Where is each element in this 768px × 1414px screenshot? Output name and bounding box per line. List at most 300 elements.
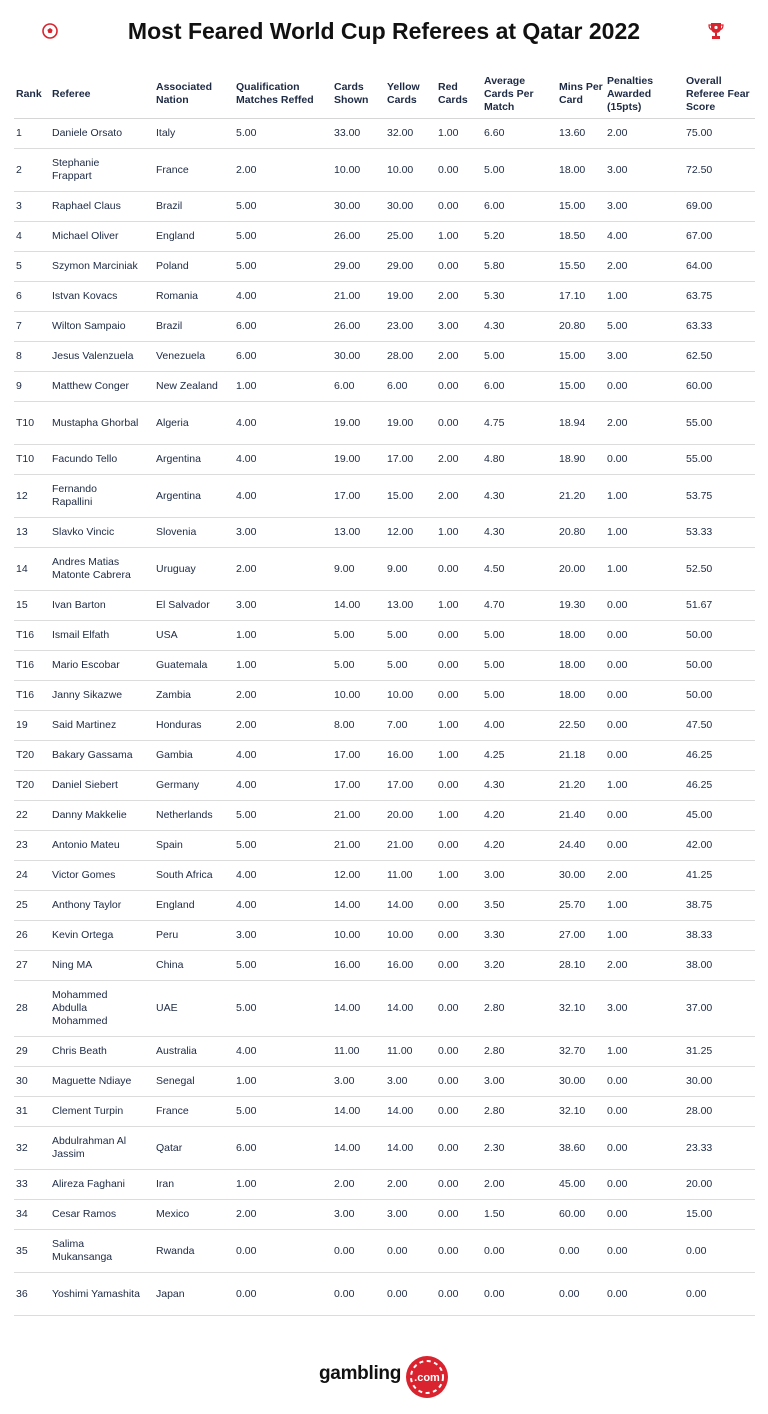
table-cell: 1.00 xyxy=(436,741,482,771)
table-cell: 12.00 xyxy=(332,861,385,891)
table-cell: 21.20 xyxy=(557,771,605,801)
table-cell: 23.33 xyxy=(684,1127,755,1170)
table-cell: 1.00 xyxy=(234,651,332,681)
table-cell: 12.00 xyxy=(385,518,436,548)
column-header: Mins Per Card xyxy=(557,70,605,119)
table-cell: 0.00 xyxy=(436,252,482,282)
table-cell: Alireza Faghani xyxy=(50,1170,154,1200)
table-cell: 3.50 xyxy=(482,891,557,921)
table-cell: 4.00 xyxy=(234,891,332,921)
table-cell: Poland xyxy=(154,252,234,282)
table-cell: Antonio Mateu xyxy=(50,831,154,861)
table-cell: 36 xyxy=(14,1273,50,1316)
table-cell: 60.00 xyxy=(557,1200,605,1230)
table-cell: 25.00 xyxy=(385,222,436,252)
table-cell: 2.00 xyxy=(234,681,332,711)
table-cell: T20 xyxy=(14,741,50,771)
column-header: Overall Referee Fear Score xyxy=(684,70,755,119)
table-cell: 4.75 xyxy=(482,402,557,445)
table-row xyxy=(14,402,755,445)
table-row xyxy=(14,651,755,681)
table-cell: Salima Mukansanga xyxy=(50,1230,154,1273)
table-cell: 0.00 xyxy=(436,771,482,801)
table-cell: 10.00 xyxy=(332,149,385,192)
table-cell: 14.00 xyxy=(332,891,385,921)
table-row xyxy=(14,475,755,518)
table-cell: 14.00 xyxy=(385,981,436,1037)
table-cell: 28.00 xyxy=(684,1097,755,1127)
table-cell: 21.00 xyxy=(332,831,385,861)
table-cell: Senegal xyxy=(154,1067,234,1097)
table-cell: 51.67 xyxy=(684,591,755,621)
table-cell: 0.00 xyxy=(436,402,482,445)
table-row xyxy=(14,445,755,475)
table-cell: 15.00 xyxy=(557,372,605,402)
table-cell: 1.00 xyxy=(436,222,482,252)
table-cell: 21.18 xyxy=(557,741,605,771)
table-cell: T16 xyxy=(14,621,50,651)
table-cell: 0.00 xyxy=(605,591,684,621)
table-row xyxy=(14,548,755,591)
table-cell: 0.00 xyxy=(605,1097,684,1127)
table-cell: Fernando Rapallini xyxy=(50,475,154,518)
table-cell: 42.00 xyxy=(684,831,755,861)
table-cell: 15.00 xyxy=(557,342,605,372)
table-cell: England xyxy=(154,222,234,252)
table-cell: 28.00 xyxy=(385,342,436,372)
table-cell: Michael Oliver xyxy=(50,222,154,252)
table-cell: 17.00 xyxy=(385,445,436,475)
table-row xyxy=(14,771,755,801)
table-cell: 0.00 xyxy=(436,1127,482,1170)
table-row xyxy=(14,312,755,342)
table-row xyxy=(14,149,755,192)
table-cell: France xyxy=(154,1097,234,1127)
table-cell: 5.80 xyxy=(482,252,557,282)
table-cell: 0.00 xyxy=(436,1067,482,1097)
table-cell: 0.00 xyxy=(436,1097,482,1127)
table-row xyxy=(14,1037,755,1067)
table-cell: 19.00 xyxy=(385,282,436,312)
table-cell: 3.00 xyxy=(332,1067,385,1097)
table-cell: 6.60 xyxy=(482,119,557,149)
table-cell: 35 xyxy=(14,1230,50,1273)
trophy-icon xyxy=(708,22,724,40)
column-header: Average Cards Per Match xyxy=(482,70,557,119)
table-cell: 0.00 xyxy=(436,1170,482,1200)
table-cell: 32.10 xyxy=(557,981,605,1037)
table-cell: 6.00 xyxy=(234,312,332,342)
table-cell: Slavko Vincic xyxy=(50,518,154,548)
table-cell: 4.00 xyxy=(234,402,332,445)
table-row xyxy=(14,192,755,222)
table-cell: 30.00 xyxy=(332,192,385,222)
table-cell: 0.00 xyxy=(436,951,482,981)
table-cell: 12 xyxy=(14,475,50,518)
table-cell: 5.00 xyxy=(234,192,332,222)
table-cell: Istvan Kovacs xyxy=(50,282,154,312)
table-cell: 23.00 xyxy=(385,312,436,342)
table-cell: Yoshimi Yamashita xyxy=(50,1273,154,1316)
table-row xyxy=(14,282,755,312)
table-cell: 4.00 xyxy=(234,475,332,518)
table-cell: 17.00 xyxy=(385,771,436,801)
table-cell: 31 xyxy=(14,1097,50,1127)
table-cell: 10.00 xyxy=(332,921,385,951)
table-cell: 0.00 xyxy=(436,548,482,591)
column-header: Cards Shown xyxy=(332,70,385,119)
table-row xyxy=(14,222,755,252)
table-cell: 29.00 xyxy=(385,252,436,282)
table-cell: 15 xyxy=(14,591,50,621)
table-cell: 4.30 xyxy=(482,475,557,518)
table-cell: 2 xyxy=(14,149,50,192)
table-cell: 0.00 xyxy=(482,1273,557,1316)
table-cell: 2.30 xyxy=(482,1127,557,1170)
table-cell: 1.00 xyxy=(436,119,482,149)
table-cell: 1.00 xyxy=(605,771,684,801)
table-cell: 18.00 xyxy=(557,149,605,192)
table-cell: 21.00 xyxy=(332,801,385,831)
table-cell: 30.00 xyxy=(332,342,385,372)
table-cell: 0.00 xyxy=(436,1200,482,1230)
column-header: Qualification Matches Reffed xyxy=(234,70,332,119)
table-cell: 26.00 xyxy=(332,222,385,252)
footer xyxy=(0,1348,768,1404)
table-cell: 5.00 xyxy=(482,342,557,372)
table-cell: 1.00 xyxy=(436,801,482,831)
table-cell: 32.10 xyxy=(557,1097,605,1127)
table-cell: 0.00 xyxy=(436,372,482,402)
table-cell: Zambia xyxy=(154,681,234,711)
table-cell: 6.00 xyxy=(234,342,332,372)
table-cell: 20.00 xyxy=(557,548,605,591)
table-cell: Stephanie Frappart xyxy=(50,149,154,192)
table-cell: 55.00 xyxy=(684,402,755,445)
table-cell: 0.00 xyxy=(684,1230,755,1273)
table-cell: 24 xyxy=(14,861,50,891)
table-cell: Mustapha Ghorbal xyxy=(50,402,154,445)
table-cell: Gambia xyxy=(154,741,234,771)
table-cell: 0.00 xyxy=(234,1230,332,1273)
table-cell: 7 xyxy=(14,312,50,342)
table-cell: 5.00 xyxy=(332,621,385,651)
table-cell: 0.00 xyxy=(605,1067,684,1097)
table-cell: 0.00 xyxy=(684,1273,755,1316)
table-cell: 50.00 xyxy=(684,681,755,711)
table-cell: 5.00 xyxy=(234,951,332,981)
table-cell: 0.00 xyxy=(482,1230,557,1273)
table-row xyxy=(14,921,755,951)
column-header: Associated Nation xyxy=(154,70,234,119)
table-row xyxy=(14,801,755,831)
table-cell: 2.00 xyxy=(605,402,684,445)
table-cell: 38.75 xyxy=(684,891,755,921)
table-cell: 0.00 xyxy=(332,1230,385,1273)
table-cell: 6.00 xyxy=(385,372,436,402)
table-cell: 5.00 xyxy=(482,149,557,192)
table-cell: 0.00 xyxy=(605,1230,684,1273)
page-title: Most Feared World Cup Referees at Qatar 2022 xyxy=(127,18,641,44)
table-cell: 21.20 xyxy=(557,475,605,518)
table-cell: Spain xyxy=(154,831,234,861)
table-cell: T20 xyxy=(14,771,50,801)
table-row xyxy=(14,372,755,402)
table-cell: 8.00 xyxy=(332,711,385,741)
table-cell: France xyxy=(154,149,234,192)
table-cell: Szymon Marciniak xyxy=(50,252,154,282)
table-cell: 4.00 xyxy=(234,861,332,891)
table-cell: 14.00 xyxy=(332,1127,385,1170)
table-row xyxy=(14,861,755,891)
table-cell: 3.00 xyxy=(482,861,557,891)
table-cell: 4.30 xyxy=(482,518,557,548)
table-cell: 47.50 xyxy=(684,711,755,741)
table-cell: 6.00 xyxy=(332,372,385,402)
table-cell: 17.00 xyxy=(332,771,385,801)
table-cell: 6.00 xyxy=(482,372,557,402)
table-cell: 3 xyxy=(14,192,50,222)
table-cell: 30.00 xyxy=(385,192,436,222)
table-cell: 4.30 xyxy=(482,771,557,801)
table-cell: 1.00 xyxy=(436,861,482,891)
table-cell: 30.00 xyxy=(684,1067,755,1097)
table-cell: 25.70 xyxy=(557,891,605,921)
table-row xyxy=(14,1067,755,1097)
table-cell: 2.00 xyxy=(482,1170,557,1200)
table-cell: 15.00 xyxy=(385,475,436,518)
table-cell: 69.00 xyxy=(684,192,755,222)
table-cell: Chris Beath xyxy=(50,1037,154,1067)
table-cell: 0.00 xyxy=(436,891,482,921)
table-cell: 53.75 xyxy=(684,475,755,518)
table-cell: 0.00 xyxy=(557,1273,605,1316)
table-row xyxy=(14,891,755,921)
table-cell: 32.70 xyxy=(557,1037,605,1067)
table-cell: 5 xyxy=(14,252,50,282)
table-cell: 1.00 xyxy=(605,921,684,951)
table-cell: Cesar Ramos xyxy=(50,1200,154,1230)
table-cell: 0.00 xyxy=(436,831,482,861)
table-header-row xyxy=(14,70,755,119)
table-cell: 10.00 xyxy=(385,921,436,951)
table-cell: Brazil xyxy=(154,312,234,342)
table-row xyxy=(14,981,755,1037)
table-row xyxy=(14,681,755,711)
table-cell: Said Martinez xyxy=(50,711,154,741)
table-cell: Mexico xyxy=(154,1200,234,1230)
table-cell: 33 xyxy=(14,1170,50,1200)
table-cell: 75.00 xyxy=(684,119,755,149)
table-cell: 25 xyxy=(14,891,50,921)
table-row xyxy=(14,831,755,861)
table-cell: 4.50 xyxy=(482,548,557,591)
table-cell: 8 xyxy=(14,342,50,372)
table-cell: 0.00 xyxy=(605,621,684,651)
table-cell: 2.80 xyxy=(482,981,557,1037)
table-cell: 20.80 xyxy=(557,312,605,342)
table-cell: 1.00 xyxy=(605,518,684,548)
table-cell: Venezuela xyxy=(154,342,234,372)
table-cell: Danny Makkelie xyxy=(50,801,154,831)
table-cell: Clement Turpin xyxy=(50,1097,154,1127)
table-cell: 3.00 xyxy=(234,591,332,621)
table-cell: Slovenia xyxy=(154,518,234,548)
table-cell: 15.00 xyxy=(557,192,605,222)
table-cell: 3.00 xyxy=(234,921,332,951)
table-cell: 14.00 xyxy=(332,1097,385,1127)
table-cell: Algeria xyxy=(154,402,234,445)
table-cell: El Salvador xyxy=(154,591,234,621)
table-cell: 4.70 xyxy=(482,591,557,621)
table-cell: China xyxy=(154,951,234,981)
table-cell: 2.00 xyxy=(234,1200,332,1230)
table-cell: 30 xyxy=(14,1067,50,1097)
table-cell: 3.00 xyxy=(482,1067,557,1097)
table-cell: 2.00 xyxy=(234,149,332,192)
table-cell: 37.00 xyxy=(684,981,755,1037)
table-cell: 16.00 xyxy=(385,951,436,981)
table-cell: 1.00 xyxy=(605,1037,684,1067)
table-cell: 2.80 xyxy=(482,1037,557,1067)
table-cell: 55.00 xyxy=(684,445,755,475)
table-cell: 13.00 xyxy=(332,518,385,548)
table-cell: Jesus Valenzuela xyxy=(50,342,154,372)
table-cell: 0.00 xyxy=(605,1200,684,1230)
table-cell: Facundo Tello xyxy=(50,445,154,475)
table-cell: Japan xyxy=(154,1273,234,1316)
table-cell: 4.80 xyxy=(482,445,557,475)
table-cell: Iran xyxy=(154,1170,234,1200)
table-cell: 19.00 xyxy=(332,445,385,475)
table-cell: Anthony Taylor xyxy=(50,891,154,921)
table-cell: 4.00 xyxy=(234,741,332,771)
table-cell: 19.00 xyxy=(332,402,385,445)
table-row xyxy=(14,621,755,651)
table-cell: 32.00 xyxy=(385,119,436,149)
table-cell: 33.00 xyxy=(332,119,385,149)
table-cell: 2.00 xyxy=(234,548,332,591)
table-cell: 2.00 xyxy=(234,711,332,741)
table-cell: 2.80 xyxy=(482,1097,557,1127)
header xyxy=(0,0,768,64)
table-cell: 0.00 xyxy=(385,1273,436,1316)
table-cell: 0.00 xyxy=(605,741,684,771)
table-cell: T10 xyxy=(14,445,50,475)
logo-wordmark: gambling xyxy=(319,1363,402,1384)
table-cell: Daniele Orsato xyxy=(50,119,154,149)
table-cell: 0.00 xyxy=(605,1127,684,1170)
table-cell: 53.33 xyxy=(684,518,755,548)
table-cell: 6.00 xyxy=(234,1127,332,1170)
table-cell: 27.00 xyxy=(557,921,605,951)
table-row xyxy=(14,342,755,372)
table-cell: 10.00 xyxy=(385,149,436,192)
table-cell: 1.00 xyxy=(234,621,332,651)
table-cell: 15.00 xyxy=(684,1200,755,1230)
table-cell: Matthew Conger xyxy=(50,372,154,402)
table-cell: 28 xyxy=(14,981,50,1037)
table-cell: 5.30 xyxy=(482,282,557,312)
table-cell: 9.00 xyxy=(332,548,385,591)
table-cell: 0.00 xyxy=(605,445,684,475)
table-cell: Argentina xyxy=(154,475,234,518)
table-cell: 3.00 xyxy=(605,192,684,222)
table-cell: 0.00 xyxy=(605,1273,684,1316)
table-cell: 1.00 xyxy=(605,548,684,591)
table-cell: 0.00 xyxy=(436,681,482,711)
table-cell: 2.00 xyxy=(605,951,684,981)
table-cell: 1.00 xyxy=(436,711,482,741)
table-cell: 3.00 xyxy=(436,312,482,342)
table-cell: 5.00 xyxy=(332,651,385,681)
table-cell: 1.00 xyxy=(605,891,684,921)
table-cell: 1.00 xyxy=(234,372,332,402)
table-cell: 4.00 xyxy=(482,711,557,741)
table-cell: 5.00 xyxy=(234,831,332,861)
table-cell: 11.00 xyxy=(385,1037,436,1067)
table-cell: 3.30 xyxy=(482,921,557,951)
table-cell: 4.00 xyxy=(234,1037,332,1067)
table-cell: 3.00 xyxy=(605,342,684,372)
table-cell: 20.80 xyxy=(557,518,605,548)
table-cell: 0.00 xyxy=(436,1230,482,1273)
table-cell: 18.94 xyxy=(557,402,605,445)
table-cell: 14.00 xyxy=(385,891,436,921)
table-cell: 63.33 xyxy=(684,312,755,342)
table-cell: 13.00 xyxy=(385,591,436,621)
table-cell: 62.50 xyxy=(684,342,755,372)
table-cell: 10.00 xyxy=(385,681,436,711)
table-cell: 14 xyxy=(14,548,50,591)
table-cell: 17.00 xyxy=(332,741,385,771)
table-cell: 13.60 xyxy=(557,119,605,149)
table-cell: Mohammed Abdulla Mohammed xyxy=(50,981,154,1037)
table-cell: Kevin Ortega xyxy=(50,921,154,951)
table-cell: 14.00 xyxy=(332,591,385,621)
table-cell: 2.00 xyxy=(436,342,482,372)
table-cell: 0.00 xyxy=(436,981,482,1037)
table-cell: Guatemala xyxy=(154,651,234,681)
table-cell: 4.30 xyxy=(482,312,557,342)
table-cell: 2.00 xyxy=(436,282,482,312)
table-cell: 50.00 xyxy=(684,651,755,681)
table-cell: 5.00 xyxy=(234,222,332,252)
table-cell: 17.10 xyxy=(557,282,605,312)
table-cell: 5.00 xyxy=(234,252,332,282)
table-cell: 5.00 xyxy=(234,801,332,831)
table-cell: Netherlands xyxy=(154,801,234,831)
table-cell: New Zealand xyxy=(154,372,234,402)
table-cell: 0.00 xyxy=(605,831,684,861)
table-cell: 2.00 xyxy=(436,445,482,475)
gambling-logo-icon xyxy=(404,1354,450,1400)
table-cell: 24.40 xyxy=(557,831,605,861)
table-cell: 0.00 xyxy=(605,681,684,711)
table-cell: 4 xyxy=(14,222,50,252)
table-cell: Ning MA xyxy=(50,951,154,981)
table-cell: 72.50 xyxy=(684,149,755,192)
table-cell: 15.50 xyxy=(557,252,605,282)
table-cell: T10 xyxy=(14,402,50,445)
table-cell: Argentina xyxy=(154,445,234,475)
table-cell: 0.00 xyxy=(436,1273,482,1316)
table-cell: 3.00 xyxy=(234,518,332,548)
table-cell: Abdulrahman Al Jassim xyxy=(50,1127,154,1170)
table-cell: 34 xyxy=(14,1200,50,1230)
table-cell: 60.00 xyxy=(684,372,755,402)
table-cell: 29 xyxy=(14,1037,50,1067)
